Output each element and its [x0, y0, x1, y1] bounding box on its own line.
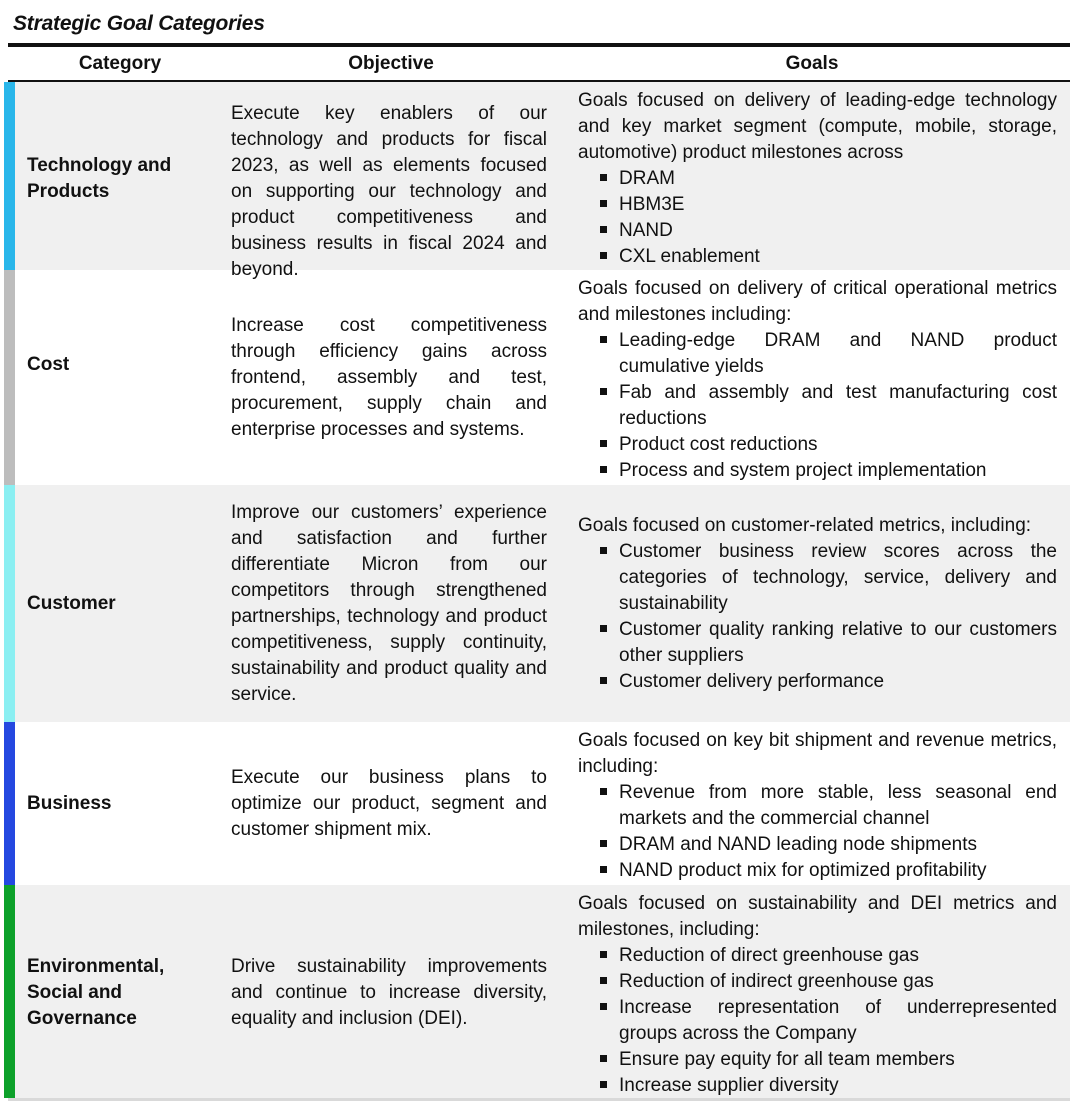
- goal-item: Process and system project implementation: [578, 458, 1057, 484]
- goal-item: Product cost reductions: [578, 432, 1057, 458]
- goal-item: Fab and assembly and test manufacturing cost reductions: [578, 380, 1057, 432]
- goals-list: [578, 166, 1057, 270]
- category-color-bar: [4, 270, 15, 485]
- goal-item: Leading-edge DRAM and NAND product cumulative yields: [578, 328, 1057, 380]
- table-row: [4, 270, 1070, 485]
- goals-list: [578, 328, 1057, 484]
- table-row: [4, 485, 1070, 722]
- table-title: Strategic Goal Categories: [13, 12, 265, 35]
- goal-item: Reduction of direct greenhouse gas: [578, 943, 1057, 969]
- goal-item: Ensure pay equity for all team members: [578, 1047, 1057, 1073]
- goals-cell: [578, 276, 1057, 484]
- header-category: Category: [78, 53, 162, 74]
- category-color-bar: [4, 885, 15, 1098]
- goals-list: [578, 539, 1057, 695]
- goals-cell: [578, 728, 1057, 884]
- goal-item: Customer delivery performance: [578, 669, 1057, 695]
- table-row: [4, 82, 1070, 280]
- goal-item: NAND: [578, 218, 1057, 244]
- goals-intro: Goals focused on customer-related metrics, including:: [578, 515, 1032, 536]
- goal-item: Increase supplier diversity: [578, 1073, 1057, 1099]
- header-objective: Objective: [348, 53, 434, 74]
- objective-cell: Increase cost competitiveness through efficiency gains across frontend, assembly and test, procurement, supply chain and enterprise processes and systems.: [231, 315, 547, 440]
- goal-item: Increase representation of underrepresented groups across the Company: [578, 995, 1057, 1047]
- header-goals: Goals: [785, 53, 839, 74]
- table-header: [8, 47, 1070, 81]
- objective-cell: Improve our customers’ experience and satisfaction and further differentiate Micron from our competitors through strengthened partnerships, technology and product competitiveness, supply continuity, sustainability and product quality and service.: [231, 502, 547, 705]
- goals-list: [578, 780, 1057, 884]
- category-color-bar: [4, 485, 15, 722]
- goals-intro: Goals focused on sustainability and DEI metrics and milestones, including:: [578, 893, 1057, 940]
- category-cell: Business: [27, 793, 112, 814]
- goal-item: Customer business review scores across the categories of technology, service, delivery and sustainability: [578, 539, 1057, 617]
- category-color-bar: [4, 82, 15, 270]
- goals-cell: [578, 891, 1057, 1099]
- goals-intro: Goals focused on delivery of critical operational metrics and milestones including:: [578, 278, 1057, 325]
- goals-cell: [578, 88, 1057, 270]
- goals-list: [578, 943, 1057, 1099]
- goals-intro: Goals focused on delivery of leading-edge technology and key market segment (compute, mobile, storage, automotive) product milestones across: [578, 90, 1057, 163]
- goals-cell: [578, 513, 1057, 695]
- category-color-bar: [4, 722, 15, 885]
- goal-item: HBM3E: [578, 192, 1057, 218]
- category-cell: Customer: [27, 593, 116, 614]
- goal-item: CXL enablement: [578, 244, 1057, 270]
- goal-item: Customer quality ranking relative to our customers other suppliers: [578, 617, 1057, 669]
- table-row: [4, 722, 1070, 885]
- category-cell: Cost: [27, 354, 70, 375]
- goal-item: NAND product mix for optimized profitability: [578, 858, 1057, 884]
- objective-cell: Drive sustainability improvements and continue to increase diversity, equality and inclusion (DEI).: [231, 956, 547, 1029]
- goal-item: DRAM: [578, 166, 1057, 192]
- goal-item: Revenue from more stable, less seasonal end markets and the commercial channel: [578, 780, 1057, 832]
- goal-item: Reduction of indirect greenhouse gas: [578, 969, 1057, 995]
- goal-item: DRAM and NAND leading node shipments: [578, 832, 1057, 858]
- goals-intro: Goals focused on key bit shipment and revenue metrics, including:: [578, 730, 1057, 777]
- objective-cell: Execute key enablers of our technology and products for fiscal 2023, as well as elements focused on supporting our technology and product competitiveness and business results in fiscal 2024 and beyond.: [231, 103, 547, 280]
- table-row: [4, 885, 1070, 1098]
- category-cell: Environmental, Social and Governance: [27, 956, 165, 1029]
- category-cell: Technology and Products: [27, 155, 172, 202]
- objective-cell: Execute our business plans to optimize our product, segment and customer shipment mix.: [231, 767, 547, 840]
